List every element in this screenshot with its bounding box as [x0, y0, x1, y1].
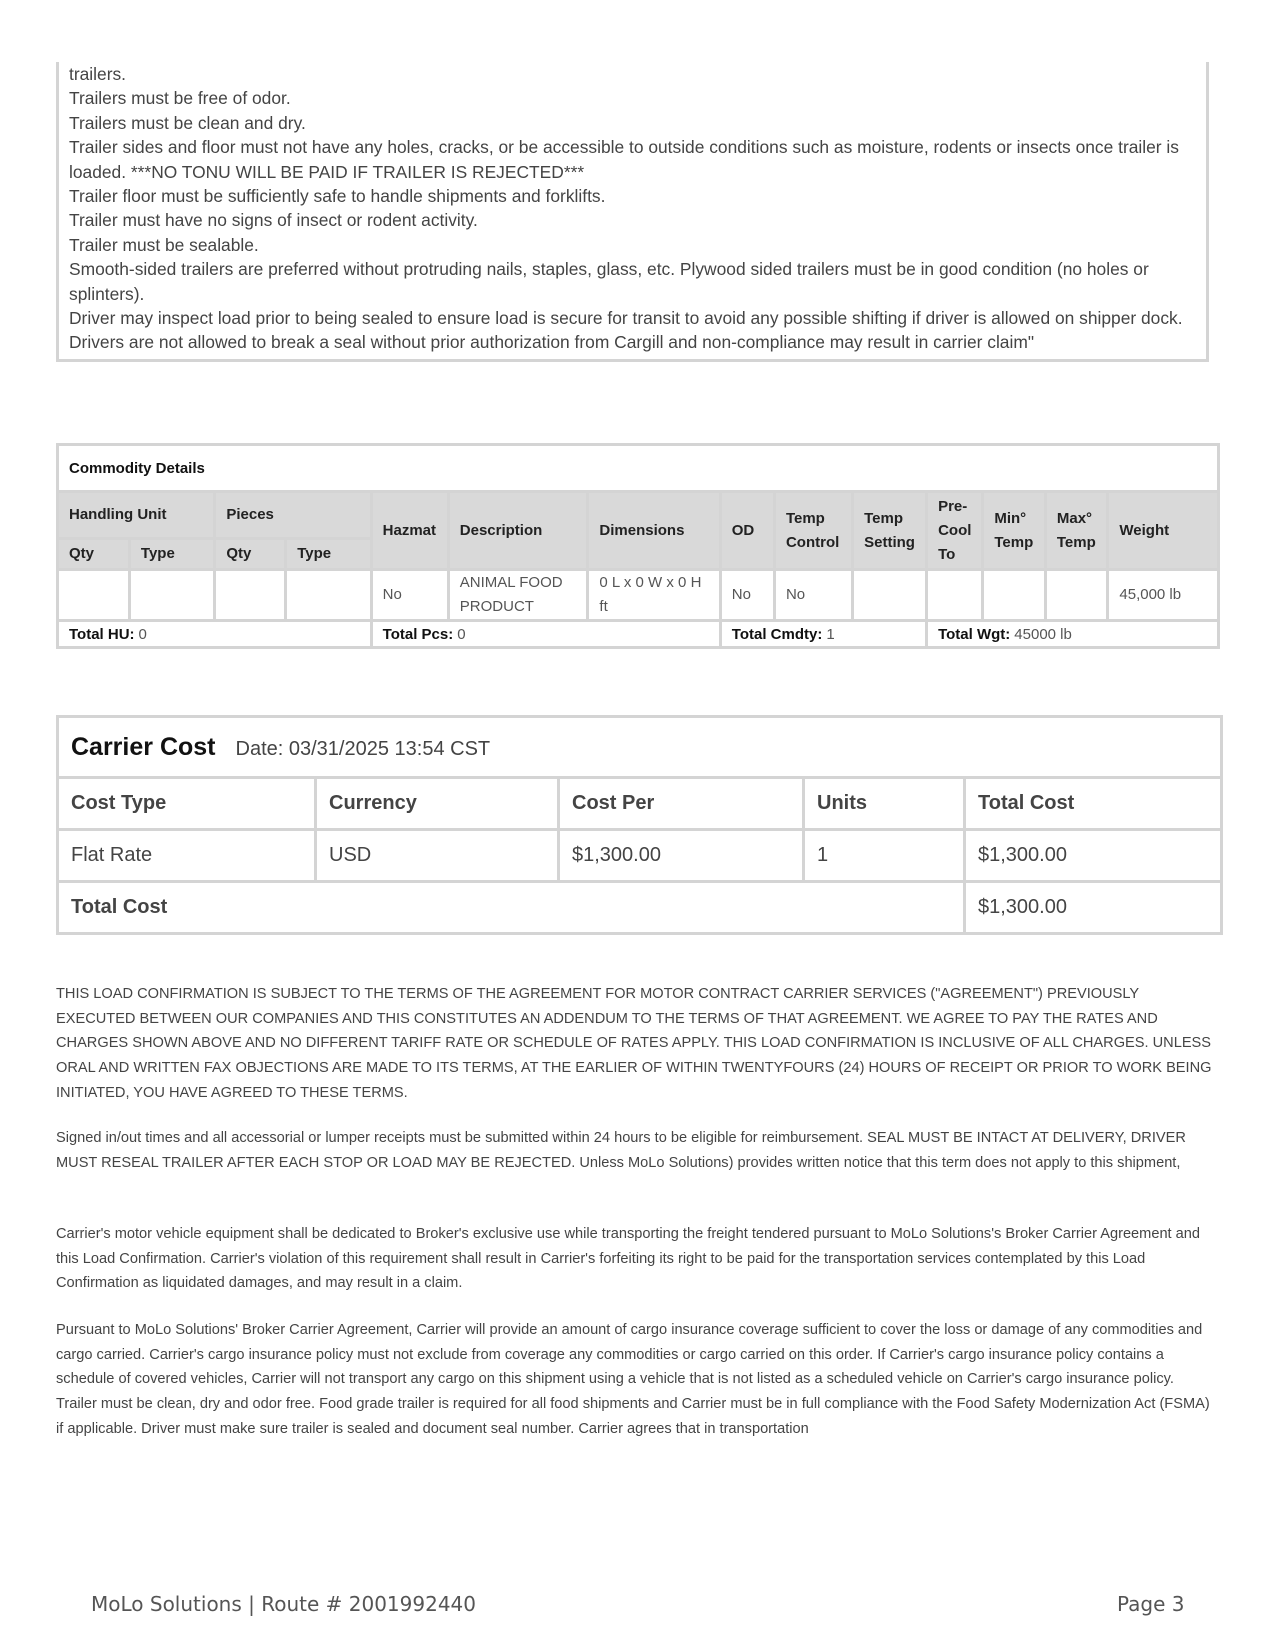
note-line: Trailer floor must be sufficiently safe to handle shipments and forklifts. — [69, 186, 606, 207]
dimensions-cell: 0 L x 0 W x 0 H ft — [588, 570, 720, 621]
units-cell: 1 — [804, 830, 965, 882]
total-cmdty-label: Total Cmdty: — [731, 625, 823, 643]
totals-row — [58, 621, 1219, 648]
hu-qty-header: Qty — [58, 539, 130, 570]
footer-route: MoLo Solutions | Route # 2001992440 — [91, 1592, 476, 1616]
hu-type-header: Type — [129, 539, 214, 570]
currency-header: Currency — [316, 778, 559, 830]
currency-cell: USD — [316, 830, 559, 882]
note-line: Trailers must be clean and dry. — [69, 112, 306, 133]
grand-total-label: Total Cost — [58, 882, 965, 934]
total-cost-header: Total Cost — [965, 778, 1222, 830]
table-row — [58, 570, 1219, 621]
total-hu-label: Total HU: — [69, 625, 135, 643]
note-line: Drivers are not allowed to break a seal without prior authorization from Cargill and non-compliance may result in carrier claim" — [69, 332, 1035, 353]
carrier-cost-date: Date: 03/31/2025 13:54 CST — [235, 737, 491, 760]
handling-unit-header: Handling Unit — [58, 492, 215, 539]
max-temp-header: Max° Temp — [1045, 492, 1108, 570]
note-line: Smooth-sided trailers are preferred without protruding nails, staples, glass, etc. Plywood sided trailers must be in good condition (no holes or splinters). — [69, 259, 1149, 304]
hazmat-header: Hazmat — [371, 492, 448, 570]
terms-paragraph-insurance: Pursuant to MoLo Solutions' Broker Carrier Agreement, Carrier will provide an amount of cargo insurance coverage sufficient to cover the loss or damage of any commodities and cargo carried. Carrier's cargo insurance policy must not exclude from coverage any commodities or cargo carried on this order. If Carrier's cargo insurance policy contains a schedule of covered vehicles, Carrier will not transport any cargo on this shipment using a vehicle that is not listed as a scheduled vehicle on Carrier's cargo insurance policy. Trailer must be clean, dry and odor free. Food grade trailer is required for all food shipments and Carrier must be in full compliance with the Food Safety Modernization Act (FSMA) if applicable. Driver must make sure trailer is sealed and document seal number. Carrier agrees that in transportation — [56, 1322, 1210, 1437]
trailer-requirements-notes — [56, 62, 1209, 362]
footer-page-number: Page 3 — [1117, 1592, 1185, 1616]
pieces-type-header: Type — [286, 539, 371, 570]
temp-setting-header: Temp Setting — [853, 492, 927, 570]
total-cost-cell: $1,300.00 — [965, 830, 1222, 882]
temp-control-cell: No — [774, 570, 852, 621]
commodity-details-title: Commodity Details — [58, 445, 1219, 492]
total-pcs-label: Total Pcs: — [382, 625, 454, 643]
carrier-cost-title: Carrier Cost — [71, 732, 216, 761]
min-temp-cell — [983, 570, 1046, 621]
pieces-qty-header: Qty — [215, 539, 286, 570]
grand-total-value: $1,300.00 — [965, 882, 1222, 934]
pieces-qty-cell — [215, 570, 286, 621]
total-cmdty-value: 1 — [826, 625, 835, 643]
total-hu — [58, 621, 372, 648]
total-wgt-label: Total Wgt: — [938, 625, 1011, 643]
weight-cell: 45,000 lb — [1108, 570, 1219, 621]
pieces-type-cell — [286, 570, 371, 621]
terms-paragraph-receipts: Signed in/out times and all accessorial or lumper receipts must be submitted within 24 hours to be eligible for reimbursement. SEAL MUST BE INTACT AT DELIVERY, DRIVER MUST RESEAL TRAILER AFTER EACH STOP OR LOAD MAY BE REJECTED. Unless MoLo Solutions) provides written notice that this term does not apply to this shipment, — [56, 1130, 1186, 1171]
terms-paragraph-agreement: THIS LOAD CONFIRMATION IS SUBJECT TO THE TERMS OF THE AGREEMENT FOR MOTOR CONTRACT CARRIER SERVICES ("AGREEMENT") PREVIOUSLY EXECUTED BETWEEN OUR COMPANIES AND THIS CONSTITUTES AN ADDENDUM TO THE TERMS OF THAT AGREEMENT. WE AGREE TO PAY THE RATES AND CHARGES SHOWN ABOVE AND NO DIFFERENT TARIFF RATE OR SCHEDULE OF RATES APPLY. THIS LOAD CONFIRMATION IS INCLUSIVE OF ALL CHARGES. UNLESS ORAL AND WRITTEN FAX OBJECTIONS ARE MADE TO ITS TERMS, AT THE EARLIER OF WITHIN TWENTYFOURS (24) HOURS OF RECEIPT OR PRIOR TO WORK BEING INITIATED, YOU HAVE AGREED TO THESE TERMS. — [56, 986, 1212, 1101]
terms-paragraph-equipment: Carrier's motor vehicle equipment shall be dedicated to Broker's exclusive use while transporting the freight tendered pursuant to MoLo Solutions's Broker Carrier Agreement and this Load Confirmation. Carrier's violation of this requirement shall result in Carrier's forfeiting its right to be paid for the transportation services contemplated by this Load Confirmation as liquidated damages, and may result in a claim. — [56, 1226, 1201, 1292]
carrier-cost-table — [56, 715, 1223, 935]
pre-cool-to-header: Pre-Cool To — [927, 492, 983, 570]
hu-qty-cell — [58, 570, 130, 621]
carrier-cost-title-row — [58, 717, 1222, 778]
cost-type-header: Cost Type — [58, 778, 316, 830]
total-wgt-value: 45000 lb — [1014, 625, 1072, 643]
note-line: Trailers must be free of odor. — [69, 88, 291, 109]
note-line: Trailer must be sealable. — [69, 234, 259, 255]
description-header: Description — [448, 492, 588, 570]
total-cmdty — [720, 621, 926, 648]
temp-control-header: Temp Control — [774, 492, 852, 570]
total-hu-value: 0 — [138, 625, 147, 643]
dimensions-header: Dimensions — [588, 492, 720, 570]
description-cell: ANIMAL FOOD PRODUCT — [448, 570, 588, 621]
note-line: trailers. — [69, 64, 127, 84]
total-pcs-value: 0 — [457, 625, 466, 643]
pre-cool-to-cell — [927, 570, 983, 621]
max-temp-cell — [1045, 570, 1108, 621]
table-row — [58, 830, 1222, 882]
cost-type-cell: Flat Rate — [58, 830, 316, 882]
pieces-header: Pieces — [215, 492, 371, 539]
min-temp-header: Min° Temp — [983, 492, 1046, 570]
note-line: Trailer sides and floor must not have any holes, cracks, or be accessible to outside conditions such as moisture, rodents or insects once trailer is loaded. ***NO TONU WILL BE PAID IF TRAILER IS REJECTED*** — [69, 137, 1179, 182]
temp-setting-cell — [853, 570, 927, 621]
hazmat-cell: No — [371, 570, 448, 621]
cost-per-cell: $1,300.00 — [559, 830, 804, 882]
note-line: Trailer must have no signs of insect or rodent activity. — [69, 210, 478, 231]
units-header: Units — [804, 778, 965, 830]
od-cell: No — [720, 570, 774, 621]
total-wgt — [927, 621, 1219, 648]
note-line: Driver may inspect load prior to being sealed to ensure load is secure for transit to avoid any possible shifting if driver is allowed on shipper dock. — [69, 308, 1183, 329]
commodity-details-table — [56, 443, 1220, 649]
od-header: OD — [720, 492, 774, 570]
hu-type-cell — [129, 570, 214, 621]
total-pcs — [371, 621, 720, 648]
cost-per-header: Cost Per — [559, 778, 804, 830]
weight-header: Weight — [1108, 492, 1219, 570]
